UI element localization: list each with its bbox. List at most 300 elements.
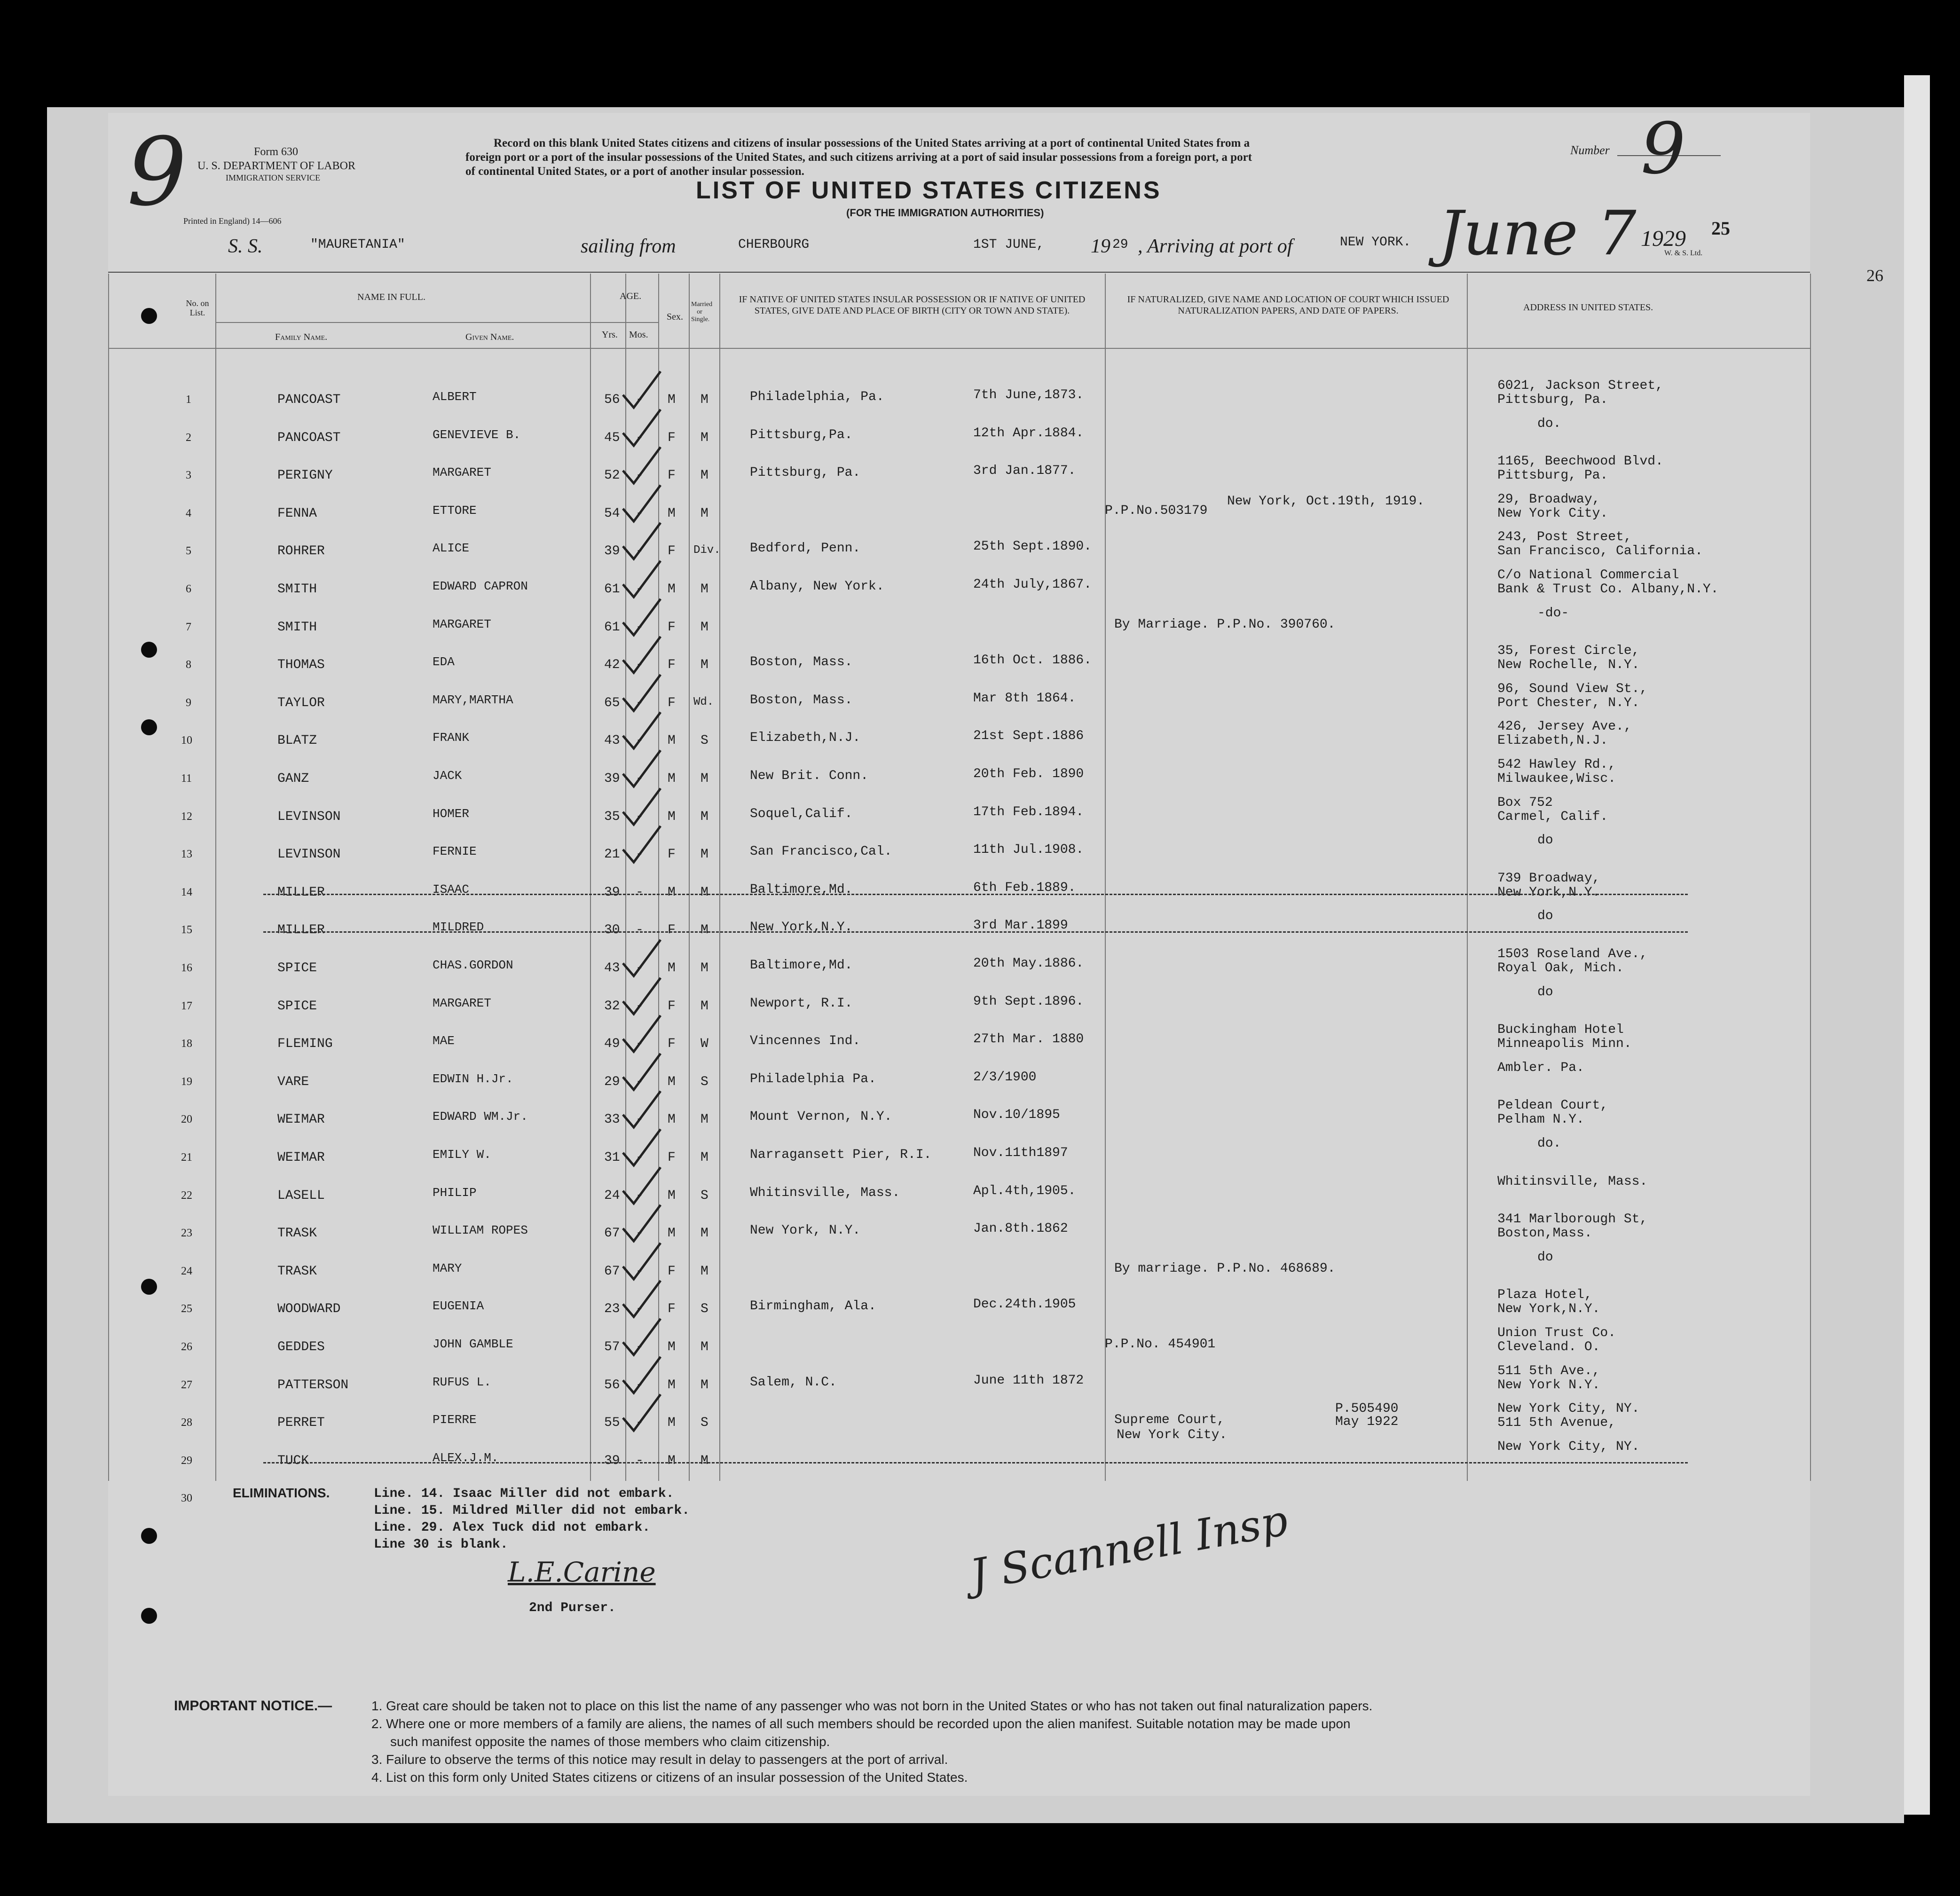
age-years: 57 bbox=[604, 1340, 620, 1354]
birth-place: Philadelphia Pa. bbox=[750, 1072, 876, 1086]
binder-hole bbox=[141, 1279, 157, 1295]
check-mark-icon bbox=[621, 824, 663, 866]
elimination-line-3: Line. 29. Alex Tuck did not embark. bbox=[374, 1520, 651, 1535]
marital-status: M bbox=[701, 923, 708, 937]
check-mark-icon bbox=[621, 1051, 663, 1094]
age-months: - bbox=[636, 961, 644, 976]
table-column-rule bbox=[1810, 274, 1811, 1481]
age-years: 61 bbox=[604, 620, 620, 635]
birth-place: Mount Vernon, N.Y. bbox=[750, 1109, 892, 1124]
sex: M bbox=[668, 582, 676, 597]
birth-place: Boston, Mass. bbox=[750, 655, 853, 669]
page-title: LIST OF UNITED STATES CITIZENS bbox=[696, 177, 1162, 204]
marital-status: M bbox=[701, 1112, 708, 1127]
row-number: 23 bbox=[181, 1227, 192, 1239]
family-name: LEVINSON bbox=[277, 810, 341, 824]
binder-hole bbox=[141, 719, 157, 735]
row-number: 27 bbox=[181, 1379, 192, 1391]
age-months: - bbox=[636, 1378, 644, 1392]
birth-date: Dec.24th.1905 bbox=[973, 1297, 1076, 1312]
age-years: 29 bbox=[604, 1075, 620, 1089]
sex: M bbox=[668, 733, 676, 748]
naturalization-info: P.P.No.503179 bbox=[1105, 504, 1208, 518]
arriving-label: , Arriving at port of bbox=[1138, 236, 1293, 257]
check-mark-icon bbox=[621, 1392, 663, 1434]
marital-status: W bbox=[701, 1037, 708, 1051]
family-name: WEIMAR bbox=[277, 1112, 325, 1127]
address-line: Boston,Mass. bbox=[1497, 1226, 1592, 1241]
age-years: 35 bbox=[604, 810, 620, 824]
birth-date: 6th Feb.1889. bbox=[973, 881, 1076, 895]
elimination-line-1: Line. 14. Isaac Miller did not embark. bbox=[374, 1487, 674, 1501]
port-from: CHERBOURG bbox=[738, 237, 810, 252]
birth-date: 20th May.1886. bbox=[973, 956, 1084, 971]
sex: M bbox=[668, 1188, 676, 1203]
age-years: 67 bbox=[604, 1264, 620, 1279]
age-years: 24 bbox=[604, 1188, 620, 1203]
strike-through-line bbox=[263, 1462, 1688, 1463]
age-months: - bbox=[636, 810, 644, 824]
row-number: 8 bbox=[186, 659, 191, 671]
row-number: 6 bbox=[186, 583, 191, 595]
age-months: - bbox=[636, 733, 644, 748]
given-name: MARY,MARTHA bbox=[433, 693, 513, 707]
address-line: Milwaukee,Wisc. bbox=[1497, 771, 1616, 786]
table-column-rule bbox=[719, 274, 720, 1481]
age-years: 43 bbox=[604, 961, 620, 976]
age-months: - bbox=[636, 1226, 644, 1241]
age-months: - bbox=[636, 1454, 644, 1468]
address-line: do. bbox=[1537, 417, 1561, 431]
col-address-header: ADDRESS IN UNITED STATES. bbox=[1523, 302, 1653, 313]
family-name: MILLER bbox=[277, 885, 325, 900]
row-number: 21 bbox=[181, 1151, 192, 1164]
sex: F bbox=[668, 468, 676, 483]
header-subrule bbox=[215, 322, 590, 323]
age-months: - bbox=[636, 1264, 644, 1279]
family-name: FENNA bbox=[277, 506, 317, 521]
age-months: - bbox=[636, 1302, 644, 1316]
address-line: Ambler. Pa. bbox=[1497, 1061, 1584, 1075]
sex: M bbox=[668, 1378, 676, 1392]
address-line: C/o National Commercial bbox=[1497, 568, 1679, 582]
address-line: New Rochelle, N.Y. bbox=[1497, 658, 1640, 672]
family-name: PERIGNY bbox=[277, 468, 333, 483]
given-name: EDWARD CAPRON bbox=[433, 579, 528, 593]
birth-date: Jan.8th.1862 bbox=[973, 1221, 1068, 1236]
family-name: SMITH bbox=[277, 620, 317, 635]
check-mark-icon bbox=[621, 559, 663, 601]
birth-date: 20th Feb. 1890 bbox=[973, 767, 1084, 781]
sex: M bbox=[668, 506, 676, 521]
check-mark-icon bbox=[621, 597, 663, 639]
page-number: 26 bbox=[1866, 266, 1883, 285]
age-years: 39 bbox=[604, 544, 620, 559]
age-months: - bbox=[636, 999, 644, 1014]
naturalization-info: By marriage. P.P.No. 468689. bbox=[1114, 1261, 1336, 1276]
check-mark-icon bbox=[621, 1316, 663, 1359]
row-number: 29 bbox=[181, 1455, 192, 1467]
given-name: JOHN GAMBLE bbox=[433, 1337, 513, 1351]
header-subrule bbox=[590, 322, 658, 323]
address-line: Cleveland. O. bbox=[1497, 1340, 1600, 1354]
ship-name: "MAURETANIA" bbox=[310, 237, 405, 252]
birth-date: 9th Sept.1896. bbox=[973, 994, 1084, 1009]
address-line: do bbox=[1537, 833, 1553, 848]
sex: M bbox=[668, 771, 676, 786]
check-mark-icon bbox=[621, 937, 663, 980]
address-line: 426, Jersey Ave., bbox=[1497, 719, 1632, 734]
address-line: 511 5th Ave., bbox=[1497, 1364, 1600, 1378]
binder-hole bbox=[141, 1528, 157, 1544]
row-number: 17 bbox=[181, 1000, 192, 1012]
notice-item-1: 1. Great care should be taken not to place on this list the name of any passenger who was not born in the United States or who has not taken out final naturalization papers. bbox=[371, 1699, 1373, 1713]
address-line: New York City, NY. bbox=[1497, 1401, 1640, 1416]
sex: F bbox=[668, 999, 676, 1014]
row-number: 16 bbox=[181, 962, 192, 974]
check-mark-icon bbox=[621, 1203, 663, 1245]
date-from: 1ST JUNE, bbox=[973, 237, 1045, 252]
given-name: HOMER bbox=[433, 807, 470, 821]
age-months: - bbox=[636, 620, 644, 635]
col-age-header: AGE. bbox=[620, 291, 642, 301]
sex: F bbox=[668, 620, 676, 635]
row-number: 13 bbox=[181, 848, 192, 860]
check-mark-icon bbox=[621, 369, 663, 411]
arrival-year: 1929 bbox=[1641, 226, 1686, 251]
address-line: Pittsburg, Pa. bbox=[1497, 468, 1608, 483]
check-mark-icon bbox=[621, 786, 663, 828]
age-years: 23 bbox=[604, 1302, 620, 1316]
naturalization-info: By Marriage. P.P.No. 390760. bbox=[1114, 617, 1336, 632]
elimination-line-2: Line. 15. Mildred Miller did not embark. bbox=[374, 1503, 690, 1518]
number-label: Number bbox=[1570, 143, 1610, 157]
address-line: do. bbox=[1537, 1136, 1561, 1151]
strike-through-line bbox=[263, 894, 1688, 895]
address-line: 35, Forest Circle, bbox=[1497, 644, 1640, 658]
number-value: 9 bbox=[1641, 108, 1686, 190]
table-column-rule bbox=[108, 274, 109, 1481]
department: U. S. DEPARTMENT OF LABOR bbox=[197, 160, 355, 172]
family-name: PANCOAST bbox=[277, 393, 341, 407]
eliminations-label: ELIMINATIONS. bbox=[233, 1486, 330, 1500]
age-months: - bbox=[636, 468, 644, 483]
check-mark-icon bbox=[621, 976, 663, 1018]
age-years: 39 bbox=[604, 771, 620, 786]
col-sex-header: Sex. bbox=[667, 312, 683, 322]
marital-status: M bbox=[701, 847, 708, 862]
check-mark-icon bbox=[621, 407, 663, 449]
given-name: FERNIE bbox=[433, 844, 477, 858]
row-number: 5 bbox=[186, 545, 191, 557]
given-name: JACK bbox=[433, 769, 462, 783]
sex: F bbox=[668, 1150, 676, 1165]
family-name: GANZ bbox=[277, 771, 309, 786]
given-name: MARY bbox=[433, 1261, 462, 1275]
age-years: 56 bbox=[604, 393, 620, 407]
col-family-header: Family Name. bbox=[275, 332, 328, 342]
row-number: 7 bbox=[186, 621, 191, 633]
address-line: Peldean Court, bbox=[1497, 1098, 1608, 1113]
age-years: 55 bbox=[604, 1416, 620, 1430]
address-line: Pittsburg, Pa. bbox=[1497, 393, 1608, 407]
row-number: 18 bbox=[181, 1038, 192, 1050]
family-name: SPICE bbox=[277, 999, 317, 1014]
age-years: 67 bbox=[604, 1226, 620, 1241]
age-months: - bbox=[636, 1416, 644, 1430]
birth-date: 3rd Mar.1899 bbox=[973, 918, 1068, 933]
given-name: FRANK bbox=[433, 731, 470, 745]
table-column-rule bbox=[1105, 274, 1106, 1481]
family-name: WEIMAR bbox=[277, 1150, 325, 1165]
check-mark-icon bbox=[621, 1089, 663, 1131]
address-line: Port Chester, N.Y. bbox=[1497, 696, 1640, 710]
address-line: San Francisco, California. bbox=[1497, 544, 1703, 559]
birth-place: Bedford, Penn. bbox=[750, 541, 861, 556]
birth-date: 16th Oct. 1886. bbox=[973, 653, 1092, 668]
check-mark-icon bbox=[621, 710, 663, 752]
sailing-label: sailing from bbox=[581, 236, 676, 257]
birth-place: Soquel,Calif. bbox=[750, 807, 853, 821]
birth-date: 17th Feb.1894. bbox=[973, 805, 1084, 819]
row-number: 4 bbox=[186, 507, 191, 519]
age-years: 21 bbox=[604, 847, 620, 862]
address-line: 96, Sound View St., bbox=[1497, 682, 1648, 696]
check-mark-icon bbox=[621, 1127, 663, 1169]
marital-status: M bbox=[701, 431, 708, 445]
family-name: ROHRER bbox=[277, 544, 325, 559]
sex: M bbox=[668, 1454, 676, 1468]
row-number: 10 bbox=[181, 734, 192, 747]
row-number: 2 bbox=[186, 432, 191, 444]
notice-item-3: 3. Failure to observe the terms of this notice may result in delay to passengers at the port of arrival. bbox=[371, 1752, 948, 1767]
sex: F bbox=[668, 658, 676, 672]
row-number: 24 bbox=[181, 1265, 192, 1277]
sex: M bbox=[668, 1340, 676, 1354]
age-years: 32 bbox=[604, 999, 620, 1014]
service: IMMIGRATION SERVICE bbox=[226, 173, 321, 182]
marital-status: M bbox=[701, 620, 708, 635]
sex: F bbox=[668, 696, 676, 710]
naturalization-info: P.P.No. 454901 bbox=[1105, 1337, 1216, 1352]
family-name: PATTERSON bbox=[277, 1378, 349, 1392]
col-name-header: NAME IN FULL. bbox=[357, 292, 425, 302]
notice-item-2: 2. Where one or more members of a family are aliens, the names of all such members should be recorded upon the alien manifest. Suitable notation may be made upon bbox=[371, 1716, 1351, 1731]
sex: M bbox=[668, 961, 676, 976]
address-line: do bbox=[1537, 909, 1553, 923]
age-years: 52 bbox=[604, 468, 620, 483]
age-months: - bbox=[636, 582, 644, 597]
check-mark-icon bbox=[621, 520, 663, 563]
row-number: 25 bbox=[181, 1303, 192, 1315]
age-months: - bbox=[636, 1340, 644, 1354]
given-name: MAE bbox=[433, 1034, 455, 1048]
col-naturalized-header: IF NATURALIZED, GIVE NAME AND LOCATION OF COURT WHICH ISSUED NATURALIZATION PAPERS, AND DATE OF PAPERS. bbox=[1127, 294, 1449, 316]
birth-place: Pittsburg, Pa. bbox=[750, 465, 861, 480]
printed-note: Printed in England) 14—606 bbox=[183, 216, 282, 226]
row-number: 12 bbox=[181, 810, 192, 823]
row-number: 9 bbox=[186, 697, 191, 709]
strike-through-line bbox=[263, 931, 1688, 933]
family-name: SMITH bbox=[277, 582, 317, 597]
address-line: -do- bbox=[1537, 606, 1569, 621]
col-no-header: No. on List. bbox=[186, 299, 209, 317]
age-months: - bbox=[636, 506, 644, 521]
address-line: New York City. bbox=[1497, 506, 1608, 521]
birth-place: New Brit. Conn. bbox=[750, 769, 869, 783]
address-line: Minneapolis Minn. bbox=[1497, 1037, 1632, 1051]
row-number: 19 bbox=[181, 1076, 192, 1088]
col-given-header: Given Name. bbox=[465, 332, 514, 342]
family-name: SPICE bbox=[277, 961, 317, 976]
check-mark-icon bbox=[621, 1354, 663, 1397]
age-years: 39 bbox=[604, 885, 620, 900]
family-name: MILLER bbox=[277, 923, 325, 937]
col-married-header: Married or Single. bbox=[691, 301, 713, 323]
record-notice-1: Record on this blank United States citizens and citizens of insular possessions of the United States arriving at a port of continental United States from a bbox=[494, 137, 1250, 149]
given-name: ALEX.J.M. bbox=[433, 1451, 499, 1465]
family-name: PERRET bbox=[277, 1416, 325, 1430]
check-mark-icon bbox=[621, 1165, 663, 1207]
given-name: EDWIN H.Jr. bbox=[433, 1072, 513, 1086]
address-line: New York,N.Y. bbox=[1497, 885, 1600, 900]
age-months: - bbox=[636, 393, 644, 407]
address-line: New York N.Y. bbox=[1497, 1378, 1600, 1392]
marital-status: S bbox=[701, 1302, 708, 1316]
birth-date: Nov.10/1895 bbox=[973, 1108, 1060, 1122]
sex: M bbox=[668, 885, 676, 900]
family-name: VARE bbox=[277, 1075, 309, 1089]
address-line: 6021, Jackson Street, bbox=[1497, 378, 1663, 393]
ss-label: S. S. bbox=[228, 236, 263, 257]
birth-date: 7th June,1873. bbox=[973, 388, 1084, 402]
address-line: Box 752 bbox=[1497, 795, 1553, 810]
birth-date: Nov.11th1897 bbox=[973, 1146, 1068, 1160]
given-name: MARGARET bbox=[433, 465, 491, 480]
family-name: TRASK bbox=[277, 1264, 317, 1279]
family-name: TAYLOR bbox=[277, 696, 325, 710]
check-mark-icon bbox=[621, 483, 663, 525]
family-name: BLATZ bbox=[277, 733, 317, 748]
birth-place: Boston, Mass. bbox=[750, 693, 853, 708]
address-line: 542 Hawley Rd., bbox=[1497, 757, 1616, 772]
given-name: GENEVIEVE B. bbox=[433, 428, 521, 442]
header-bottom-rule bbox=[108, 348, 1810, 349]
birth-date: 12th Apr.1884. bbox=[973, 426, 1084, 441]
age-months: - bbox=[636, 885, 644, 900]
form-number: Form 630 bbox=[254, 146, 299, 158]
address-line: Pelham N.Y. bbox=[1497, 1112, 1584, 1127]
marital-status: M bbox=[701, 1378, 708, 1392]
purser-signature: L.E.Carine bbox=[508, 1556, 656, 1588]
age-months: - bbox=[636, 544, 644, 559]
marital-status: Div. bbox=[693, 544, 721, 557]
naturalization-court: New York City. bbox=[1117, 1428, 1228, 1442]
age-years: 56 bbox=[604, 1378, 620, 1392]
notice-item-2-cont: such manifest opposite the names of those members who claim citizenship. bbox=[390, 1734, 830, 1749]
family-name: GEDDES bbox=[277, 1340, 325, 1354]
age-months: - bbox=[636, 923, 644, 937]
port-to: NEW YORK. bbox=[1340, 235, 1411, 250]
family-name: WOODWARD bbox=[277, 1302, 341, 1316]
marital-status: M bbox=[701, 810, 708, 824]
naturalization-date: May 1922 bbox=[1335, 1415, 1399, 1429]
family-name: THOMAS bbox=[277, 658, 325, 672]
row-number: 28 bbox=[181, 1416, 192, 1429]
birth-date: 25th Sept.1890. bbox=[973, 539, 1092, 554]
age-years: 61 bbox=[604, 582, 620, 597]
given-name: WILLIAM ROPES bbox=[433, 1223, 528, 1237]
sex: F bbox=[668, 544, 676, 559]
row-number: 11 bbox=[181, 772, 192, 785]
family-name: TUCK bbox=[277, 1454, 309, 1468]
check-mark-icon bbox=[621, 1013, 663, 1055]
sex: F bbox=[668, 847, 676, 862]
record-notice-2: foreign port or a port of the insular possessions of the United States, and such citizens arriving at a port of said insular possessions from a foreign port, a port bbox=[465, 151, 1252, 164]
col-yrs-header: Yrs. bbox=[602, 330, 618, 340]
marital-status: M bbox=[701, 885, 708, 900]
sex: F bbox=[668, 1264, 676, 1279]
check-mark-icon bbox=[621, 1241, 663, 1283]
birth-place: Pittsburg,Pa. bbox=[750, 428, 853, 442]
given-name: MILDRED bbox=[433, 920, 484, 934]
naturalization-paper: P.505490 bbox=[1335, 1401, 1399, 1416]
given-name: RUFUS L. bbox=[433, 1375, 491, 1389]
address-line: Royal Oak, Mich. bbox=[1497, 961, 1624, 976]
sex: F bbox=[668, 923, 676, 937]
birth-place: San Francisco,Cal. bbox=[750, 844, 892, 859]
address-line: Carmel, Calif. bbox=[1497, 810, 1608, 824]
sex: M bbox=[668, 1226, 676, 1241]
age-years: 45 bbox=[604, 431, 620, 445]
address-line: 243, Post Street, bbox=[1497, 530, 1632, 544]
marital-status: S bbox=[701, 1416, 708, 1430]
row-number: 20 bbox=[181, 1113, 192, 1125]
address-line: 1165, Beechwood Blvd. bbox=[1497, 454, 1663, 469]
birth-date: 27th Mar. 1880 bbox=[973, 1032, 1084, 1046]
age-months: - bbox=[636, 847, 644, 862]
age-years: 65 bbox=[604, 696, 620, 710]
col-birth-header: IF NATIVE OF UNITED STATES INSULAR POSSESSION OR IF NATIVE OF UNITED STATES, GIVE DATE AND PLACE OF BIRTH (CITY OR TOWN AND STATE). bbox=[739, 294, 1086, 316]
check-mark-icon bbox=[621, 748, 663, 790]
sex: F bbox=[668, 1037, 676, 1051]
address-line: Plaza Hotel, bbox=[1497, 1288, 1592, 1302]
sex: M bbox=[668, 1112, 676, 1127]
marital-status: M bbox=[701, 506, 708, 521]
age-years: 49 bbox=[604, 1037, 620, 1051]
marital-status: Wd. bbox=[693, 696, 714, 708]
age-years: 31 bbox=[604, 1150, 620, 1165]
address-line: 1503 Roseland Ave., bbox=[1497, 947, 1648, 961]
address-line: Union Trust Co. bbox=[1497, 1326, 1616, 1340]
row-number: 15 bbox=[181, 924, 192, 936]
check-mark-icon bbox=[621, 634, 663, 677]
address-line: New York,N.Y. bbox=[1497, 1302, 1600, 1316]
year-prefix: 19 bbox=[1091, 236, 1110, 257]
age-months: - bbox=[636, 1037, 644, 1051]
year-suffix: 29 bbox=[1112, 237, 1128, 252]
birth-place: Baltimore,Md. bbox=[750, 958, 853, 973]
birth-place: New York, N.Y. bbox=[750, 1223, 861, 1238]
age-years: 42 bbox=[604, 658, 620, 672]
birth-date: June 11th 1872 bbox=[973, 1373, 1084, 1388]
given-name: EDA bbox=[433, 655, 455, 669]
given-name: CHAS.GORDON bbox=[433, 958, 513, 972]
age-years: 30 bbox=[604, 923, 620, 937]
row-number: 22 bbox=[181, 1189, 192, 1202]
birth-date: 11th Jul.1908. bbox=[973, 842, 1084, 857]
birth-date: Mar 8th 1864. bbox=[973, 691, 1076, 706]
